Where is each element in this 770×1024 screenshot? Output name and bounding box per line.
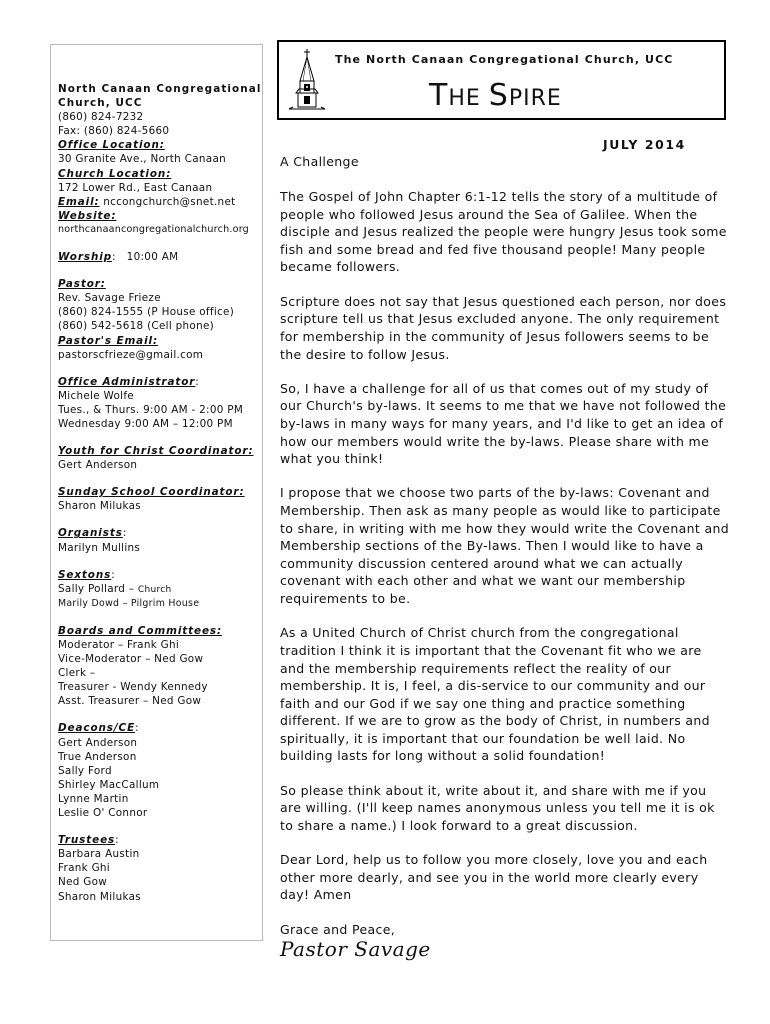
masthead [277, 40, 726, 120]
pastor-email-label: Pastor's Email: [58, 334, 159, 347]
fax: Fax: (860) 824-5660 [58, 125, 170, 138]
sunday-school-name: Sharon Milukas [58, 500, 141, 513]
office-location: 30 Granite Ave., North Canaan [58, 153, 226, 166]
trustees-section [58, 833, 262, 903]
letter-paragraph: I propose that we choose two parts of the by-laws: Covenant and Membership. Then ask as many people as would like to participate to share, in writing with me how they would write the Covenant and Membership sections of the By-laws. Then I would like to have a community discussion centered around what we can actually covenant with each other and what we want our membership requirements to be. [280, 485, 730, 607]
website-label: Website: [58, 209, 117, 222]
letter-paragraph: So, I have a challenge for all of us that comes out of my study of our Church's by-laws. It seems to me that we have not followed the by-laws in many ways for many years, and I'd like to get an idea of how our members would write the by-laws. Please share with me what you think! [280, 380, 727, 467]
organists-colon: : [122, 527, 127, 540]
church-location: 172 Lower Rd., East Canaan [58, 181, 213, 194]
list-item: Vice-Moderator – Ned Gow [58, 653, 204, 666]
sidebar-church-name-line1: North Canaan Congregational [58, 83, 262, 95]
office-admin-section [58, 375, 262, 431]
pastor-signature: Pastor Savage [280, 936, 431, 961]
issue-date: JULY 2014 [603, 137, 686, 152]
office-hours-2: Wednesday 9:00 AM – 12:00 PM [58, 417, 233, 430]
list-item: True Anderson [58, 750, 137, 763]
boards-section [58, 624, 262, 709]
title-pire: PIRE [508, 86, 562, 111]
list-item: Asst. Treasurer – Ned Gow [58, 695, 202, 708]
list-item: Clerk – [58, 667, 96, 680]
sidebar [50, 44, 263, 941]
sunday-school-section [58, 485, 262, 513]
pastor-email-link[interactable]: pastorscfrieze@gmail.com [58, 348, 204, 361]
office-admin-name: Michele Wolfe [58, 389, 134, 402]
letter-paragraph: As a United Church of Christ church from the congregational tradition I think it is important that the Covenant fit who we are and the membership requirements reflect the reality of our membership. It is, I feel, a dis-service to our community and our faith and our God if we say one thing and practice something different. If we are to grow as the body of Christ, in numbers and spiritually, it is important that our foundation be well laid. No building lasts for long without a solid foundation! [280, 625, 710, 764]
youth-coordinator-label: Youth for Christ Coordinator: [58, 445, 254, 458]
letter-paragraph: Scripture does not say that Jesus questioned each person, nor does scripture tell us that Jesus excluded anyone. The only requirement for membership in the community of Jesus followers seems to be the desire to follow Jesus. [280, 293, 727, 362]
deacons-section [58, 721, 262, 820]
boards-label: Boards and Committees: [58, 624, 223, 637]
letter-paragraph: So please think about it, write about it, and share with me if you are willing. (I'll keep names anonymous unless you tell me it is ok to share a name.) I look forward to a great discussion. [280, 782, 715, 833]
deacons-label: Deacons/CE [58, 722, 136, 735]
worship-time: : 10:00 AM [112, 251, 179, 264]
email-link[interactable]: nccongchurch@snet.net [99, 195, 236, 208]
trustees-label: Trustees [58, 834, 116, 847]
worship-section [58, 250, 262, 264]
list-item: Moderator – Frank Ghi [58, 639, 180, 651]
sextons-colon: : [111, 568, 116, 581]
organist-name: Marilyn Mullins [58, 541, 141, 554]
list-item: Sally Ford [58, 764, 112, 777]
trustees-colon: : [115, 834, 119, 847]
pastor-label: Pastor: [58, 278, 106, 291]
sunday-school-label: Sunday School Coordinator: [58, 486, 245, 499]
letter-closing: Grace and Peace, [280, 921, 396, 937]
sexton-2: Marily Dowd – Pilgrim House [58, 597, 200, 609]
pastor-phone-cell: (860) 542-5618 (Cell phone) [58, 320, 215, 333]
office-hours-1: Tues., & Thurs. 9:00 AM - 2:00 PM [58, 403, 244, 416]
list-item: Ned Gow [58, 876, 108, 889]
pastor-letter [280, 153, 730, 959]
list-item: Shirley MacCallum [58, 778, 160, 791]
title-letter-s: S [488, 78, 509, 113]
organists-section [58, 526, 262, 554]
letter-heading: A Challenge [280, 154, 359, 169]
church-location-label: Church Location: [58, 167, 172, 180]
youth-section [58, 444, 262, 472]
organists-label: Organists [58, 527, 123, 540]
sextons-label: Sextons [58, 568, 112, 581]
masthead-church-name: The North Canaan Congregational Church, UCC [335, 53, 674, 66]
sidebar-church-name-line2: Church, UCC [58, 97, 143, 110]
sexton-1-place: Church [137, 584, 172, 595]
pastor-name: Rev. Savage Frieze [58, 292, 161, 305]
list-item: Barbara Austin [58, 848, 140, 861]
list-item: Lynne Martin [58, 792, 129, 805]
list-item: Frank Ghi [58, 862, 110, 875]
office-location-label: Office Location: [58, 139, 165, 152]
letter-paragraph: The Gospel of John Chapter 6:1-12 tells the story of a multitude of people who followed Jesus around the Sea of Galilee. When the disciple and Jesus realized the people were hungry Jesus took some fish and some bread and fed five thousand people! Many people became followers. [280, 189, 727, 275]
title-he: HE [448, 86, 489, 111]
sexton-1-name: Sally Pollard – [58, 582, 138, 595]
phone: (860) 824-7232 [58, 111, 144, 124]
deacons-colon: : [135, 722, 139, 735]
list-item: Gert Anderson [58, 736, 138, 749]
title-letter-t: T [429, 78, 449, 113]
letter-paragraph: Dear Lord, help us to follow you more closely, love you and each other more dearly, and see you in the world more clearly every day! Amen [280, 852, 708, 903]
list-item: Treasurer - Wendy Kennedy [58, 681, 208, 694]
office-admin-colon: : [195, 375, 200, 388]
office-admin-label: Office Administrator [58, 375, 196, 388]
worship-label: Worship [58, 251, 113, 264]
pastor-phone-office: (860) 824-1555 (P House office) [58, 306, 235, 319]
list-item: Leslie O' Connor [58, 807, 148, 820]
list-item: Sharon Milukas [58, 890, 141, 903]
email-label: Email: [58, 195, 100, 208]
youth-coordinator-name: Gert Anderson [58, 459, 138, 472]
pastor-section [58, 277, 262, 362]
church-steeple-icon [285, 47, 329, 117]
newsletter-title [429, 78, 562, 113]
sextons-section [58, 568, 262, 611]
church-contact [58, 82, 262, 237]
website-link[interactable]: northcanaancongregationalchurch.org [58, 223, 249, 235]
